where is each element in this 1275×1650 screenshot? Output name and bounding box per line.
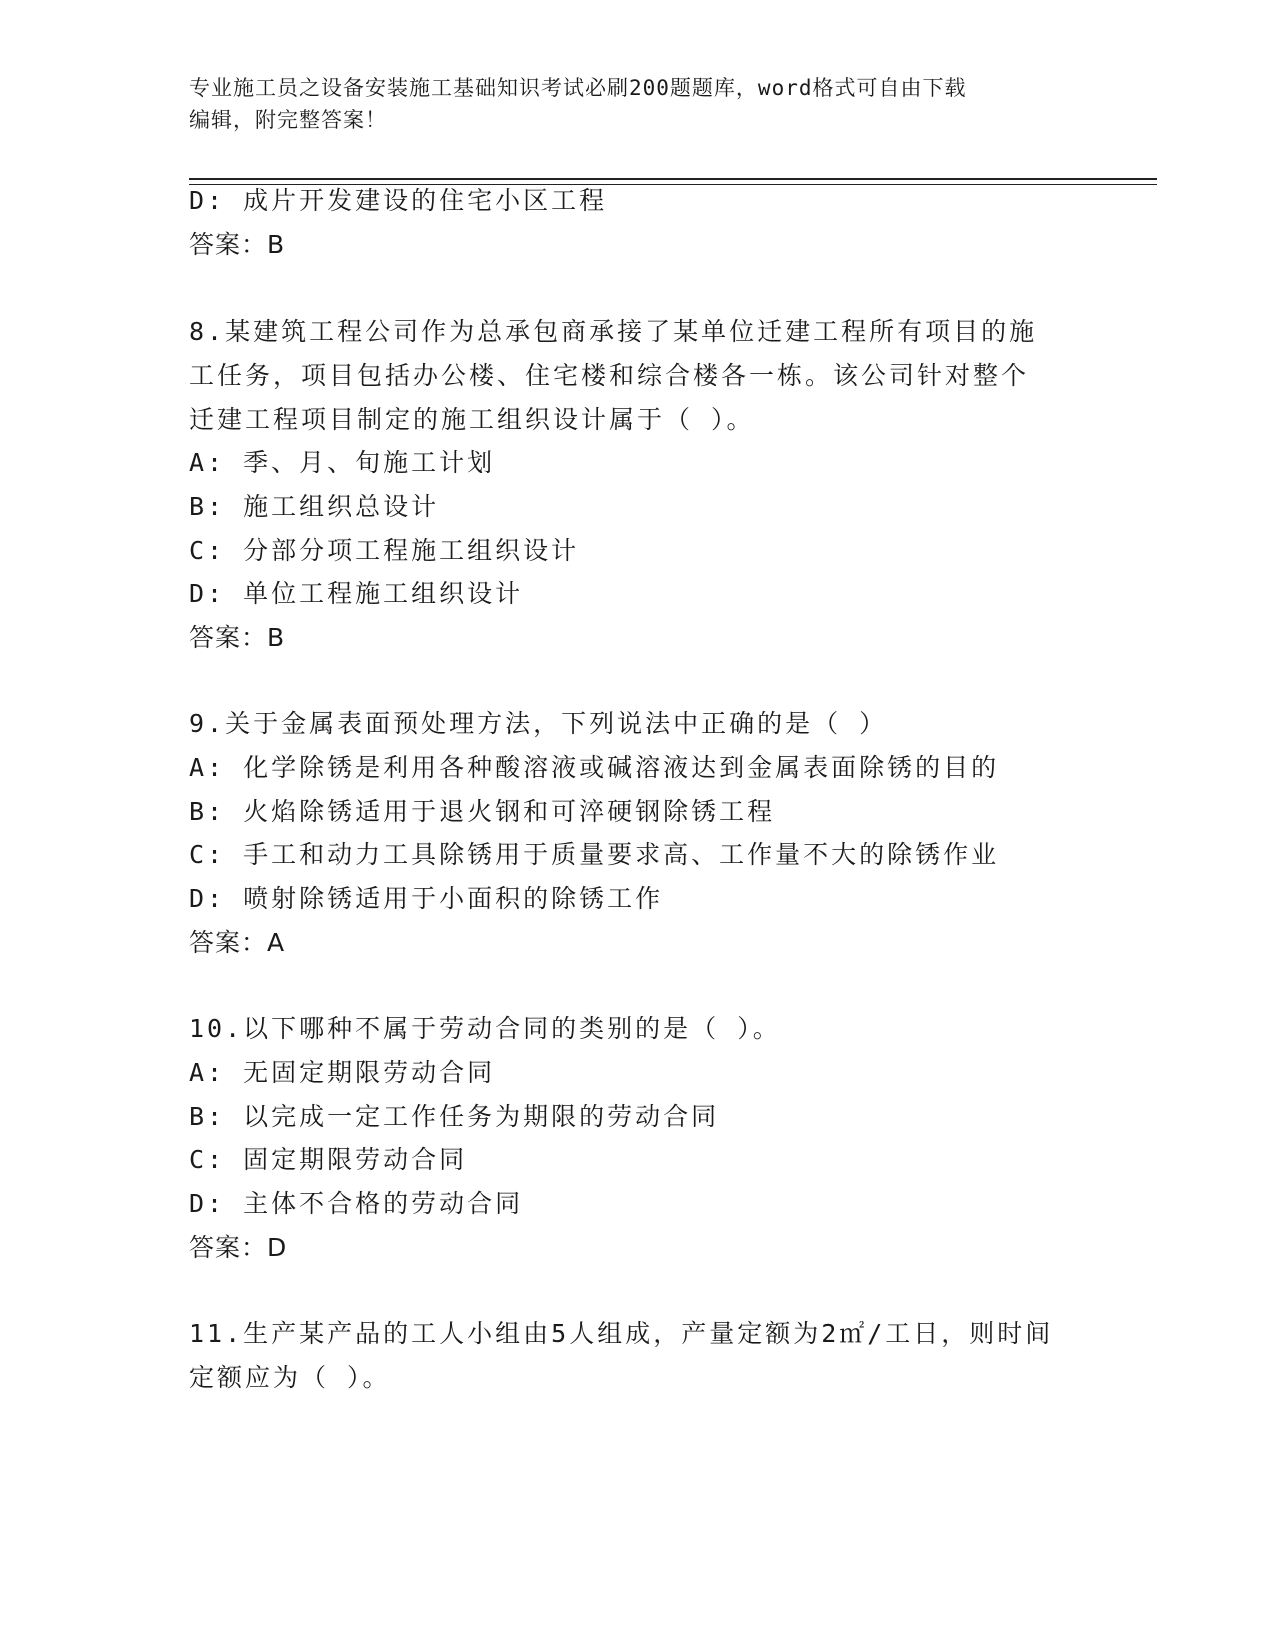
q10-option-c: C: 固定期限劳动合同 xyxy=(189,1145,468,1174)
q8-stem-line-1: 8.某建筑工程公司作为总承包商承接了某单位迁建工程所有项目的施 xyxy=(189,317,1038,346)
q8-option-b: B: 施工组织总设计 xyxy=(189,492,440,521)
q10-option-d: D: 主体不合格的劳动合同 xyxy=(189,1189,524,1218)
q8-option-a: A: 季、月、旬施工计划 xyxy=(189,448,496,477)
q9-option-a: A: 化学除锈是利用各种酸溶液或碱溶液达到金属表面除锈的目的 xyxy=(189,753,1000,782)
header-line-2: 编辑，附完整答案！ xyxy=(189,108,387,132)
q9-option-c: C: 手工和动力工具除锈用于质量要求高、工作量不大的除锈作业 xyxy=(189,840,1000,869)
q11-stem-line-2: 定额应为（ ）。 xyxy=(189,1363,391,1392)
q8-stem-line-2: 工任务，项目包括办公楼、住宅楼和综合楼各一栋。该公司针对整个 xyxy=(189,361,1030,390)
q9-answer: 答案：A xyxy=(189,928,286,957)
q8-option-c: C: 分部分项工程施工组织设计 xyxy=(189,536,580,565)
header-line-1: 专业施工员之设备安装施工基础知识考试必刷200题题库，word格式可自由下载 xyxy=(189,76,967,100)
q9-option-d: D: 喷射除锈适用于小面积的除锈工作 xyxy=(189,884,664,913)
q10-option-b: B: 以完成一定工作任务为期限的劳动合同 xyxy=(189,1102,720,1131)
q9-stem-line-1: 9.关于金属表面预处理方法，下列说法中正确的是（ ） xyxy=(189,709,888,738)
q10-answer: 答案：D xyxy=(189,1233,288,1262)
q10-stem-line-1: 10.以下哪种不属于劳动合同的类别的是（ ）。 xyxy=(189,1014,781,1043)
q11-stem-line-1: 11.生产某产品的工人小组由5人组成，产量定额为2㎡/工日，则时间 xyxy=(189,1319,1054,1348)
prev-option-d: D: 成片开发建设的住宅小区工程 xyxy=(189,186,608,215)
prev-answer: 答案：B xyxy=(189,230,286,259)
document-header xyxy=(189,72,1089,136)
q10-option-a: A: 无固定期限劳动合同 xyxy=(189,1058,496,1087)
q8-option-d: D: 单位工程施工组织设计 xyxy=(189,579,524,608)
q9-option-b: B: 火焰除锈适用于退火钢和可淬硬钢除锈工程 xyxy=(189,797,776,826)
q8-answer: 答案：B xyxy=(189,623,286,652)
q8-stem-line-3: 迁建工程项目制定的施工组织设计属于（ ）。 xyxy=(189,405,755,434)
